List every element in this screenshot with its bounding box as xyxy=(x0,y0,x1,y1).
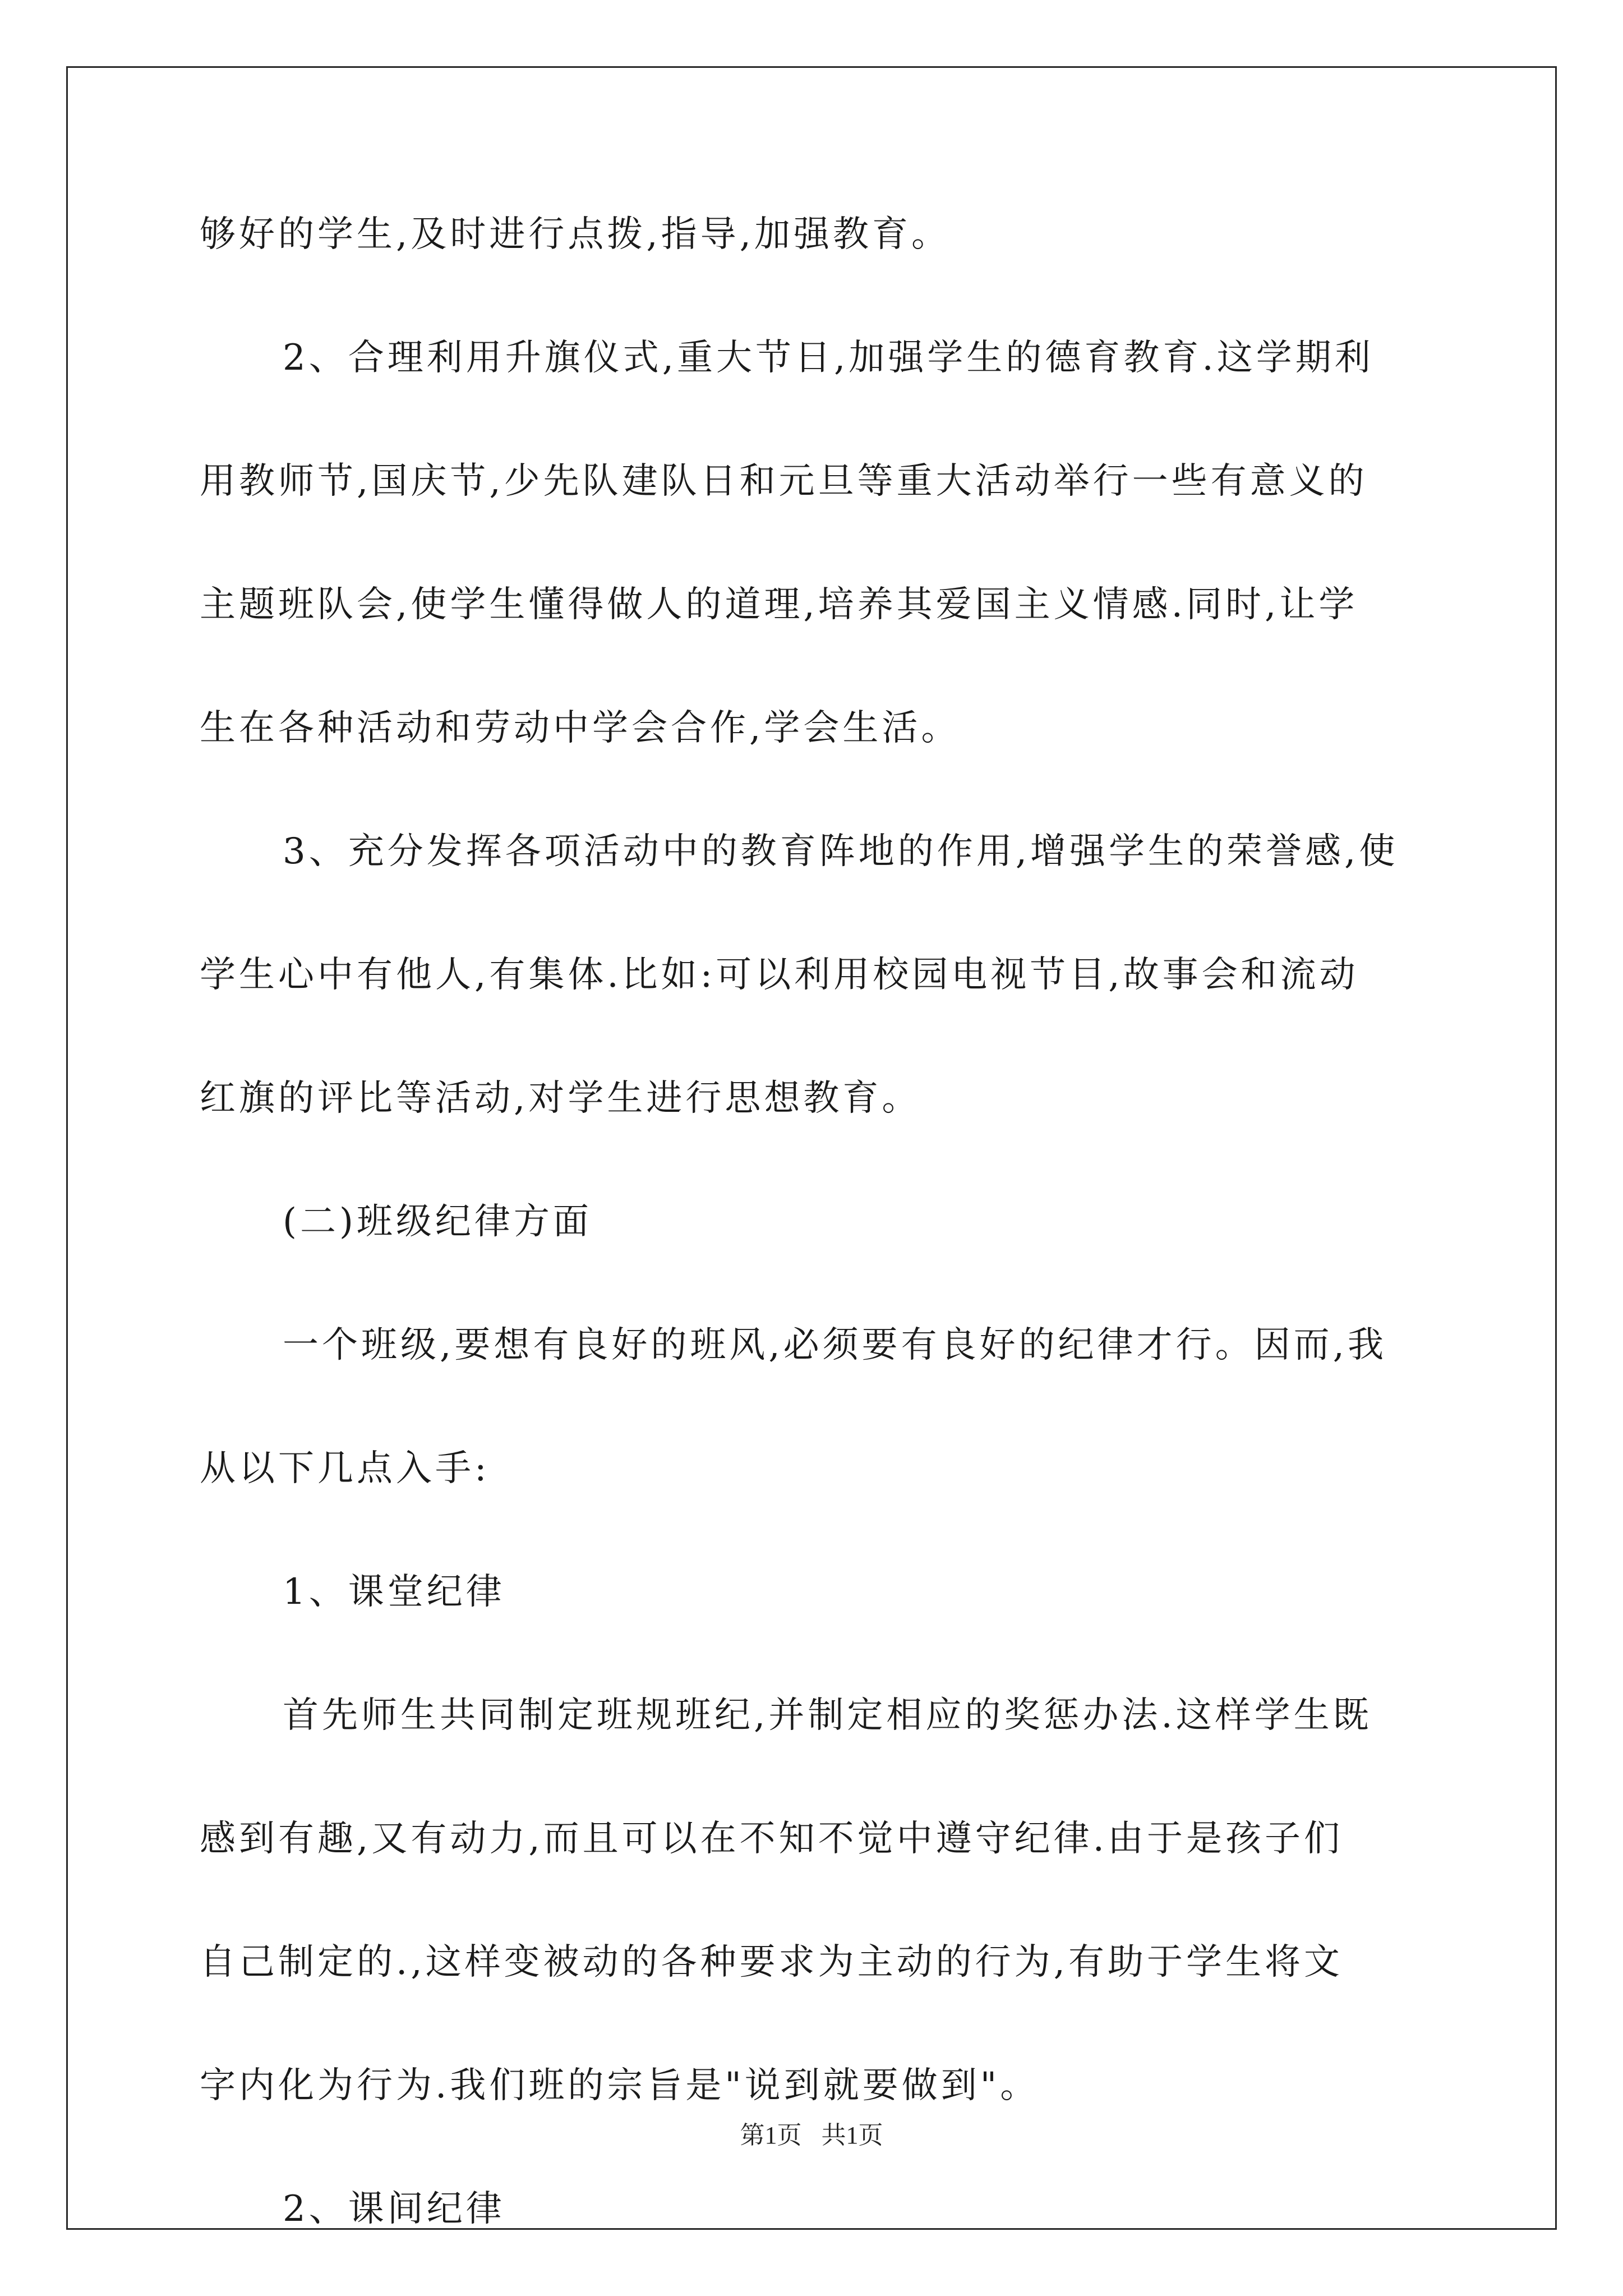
text-line: 够好的学生,及时进行点拨,指导,加强教育。 xyxy=(200,214,951,255)
page-border xyxy=(66,66,1557,2230)
text-line: 3、充分发挥各项活动中的教育阵地的作用,增强学生的荣誉感,使 xyxy=(283,831,1399,872)
section-heading: (二)班级纪律方面 xyxy=(283,1201,592,1243)
text-line: 一个班级,要想有良好的班风,必须要有良好的纪律才行。因而,我 xyxy=(283,1324,1387,1366)
text-line: 主题班队会,使学生懂得做人的道理,培养其爱国主义情感.同时,让学 xyxy=(200,584,1358,625)
text-line: 用教师节,国庆节,少先队建队日和元旦等重大活动举行一些有意义的 xyxy=(200,461,1368,502)
text-line: 首先师生共同制定班规班纪,并制定相应的奖惩办法.这样学生既 xyxy=(283,1695,1372,1736)
subsection-heading: 1、课堂纪律 xyxy=(283,1571,505,1613)
page-number-footer: 第1页 共1页 xyxy=(740,2122,883,2149)
text-line: 学生心中有他人,有集体.比如:可以利用校园电视节目,故事会和流动 xyxy=(200,954,1359,996)
text-line: 感到有趣,又有动力,而且可以在不知不觉中遵守纪律.由于是孩子们 xyxy=(200,1818,1344,1860)
text-line: 自己制定的.,这样变被动的各种要求为主动的行为,有助于学生将文 xyxy=(200,1941,1344,1983)
subsection-heading: 2、课间纪律 xyxy=(283,2188,505,2230)
text-line: 2、合理利用升旗仪式,重大节日,加强学生的德育教育.这学期利 xyxy=(283,337,1374,379)
text-line: 从以下几点入手: xyxy=(200,1448,490,1489)
text-line: 生在各种活动和劳动中学会合作,学会生活。 xyxy=(200,707,961,749)
text-line: 字内化为行为.我们班的宗旨是"说到就要做到"。 xyxy=(200,2065,1040,2106)
text-line: 红旗的评比等活动,对学生进行思想教育。 xyxy=(200,1078,921,1119)
